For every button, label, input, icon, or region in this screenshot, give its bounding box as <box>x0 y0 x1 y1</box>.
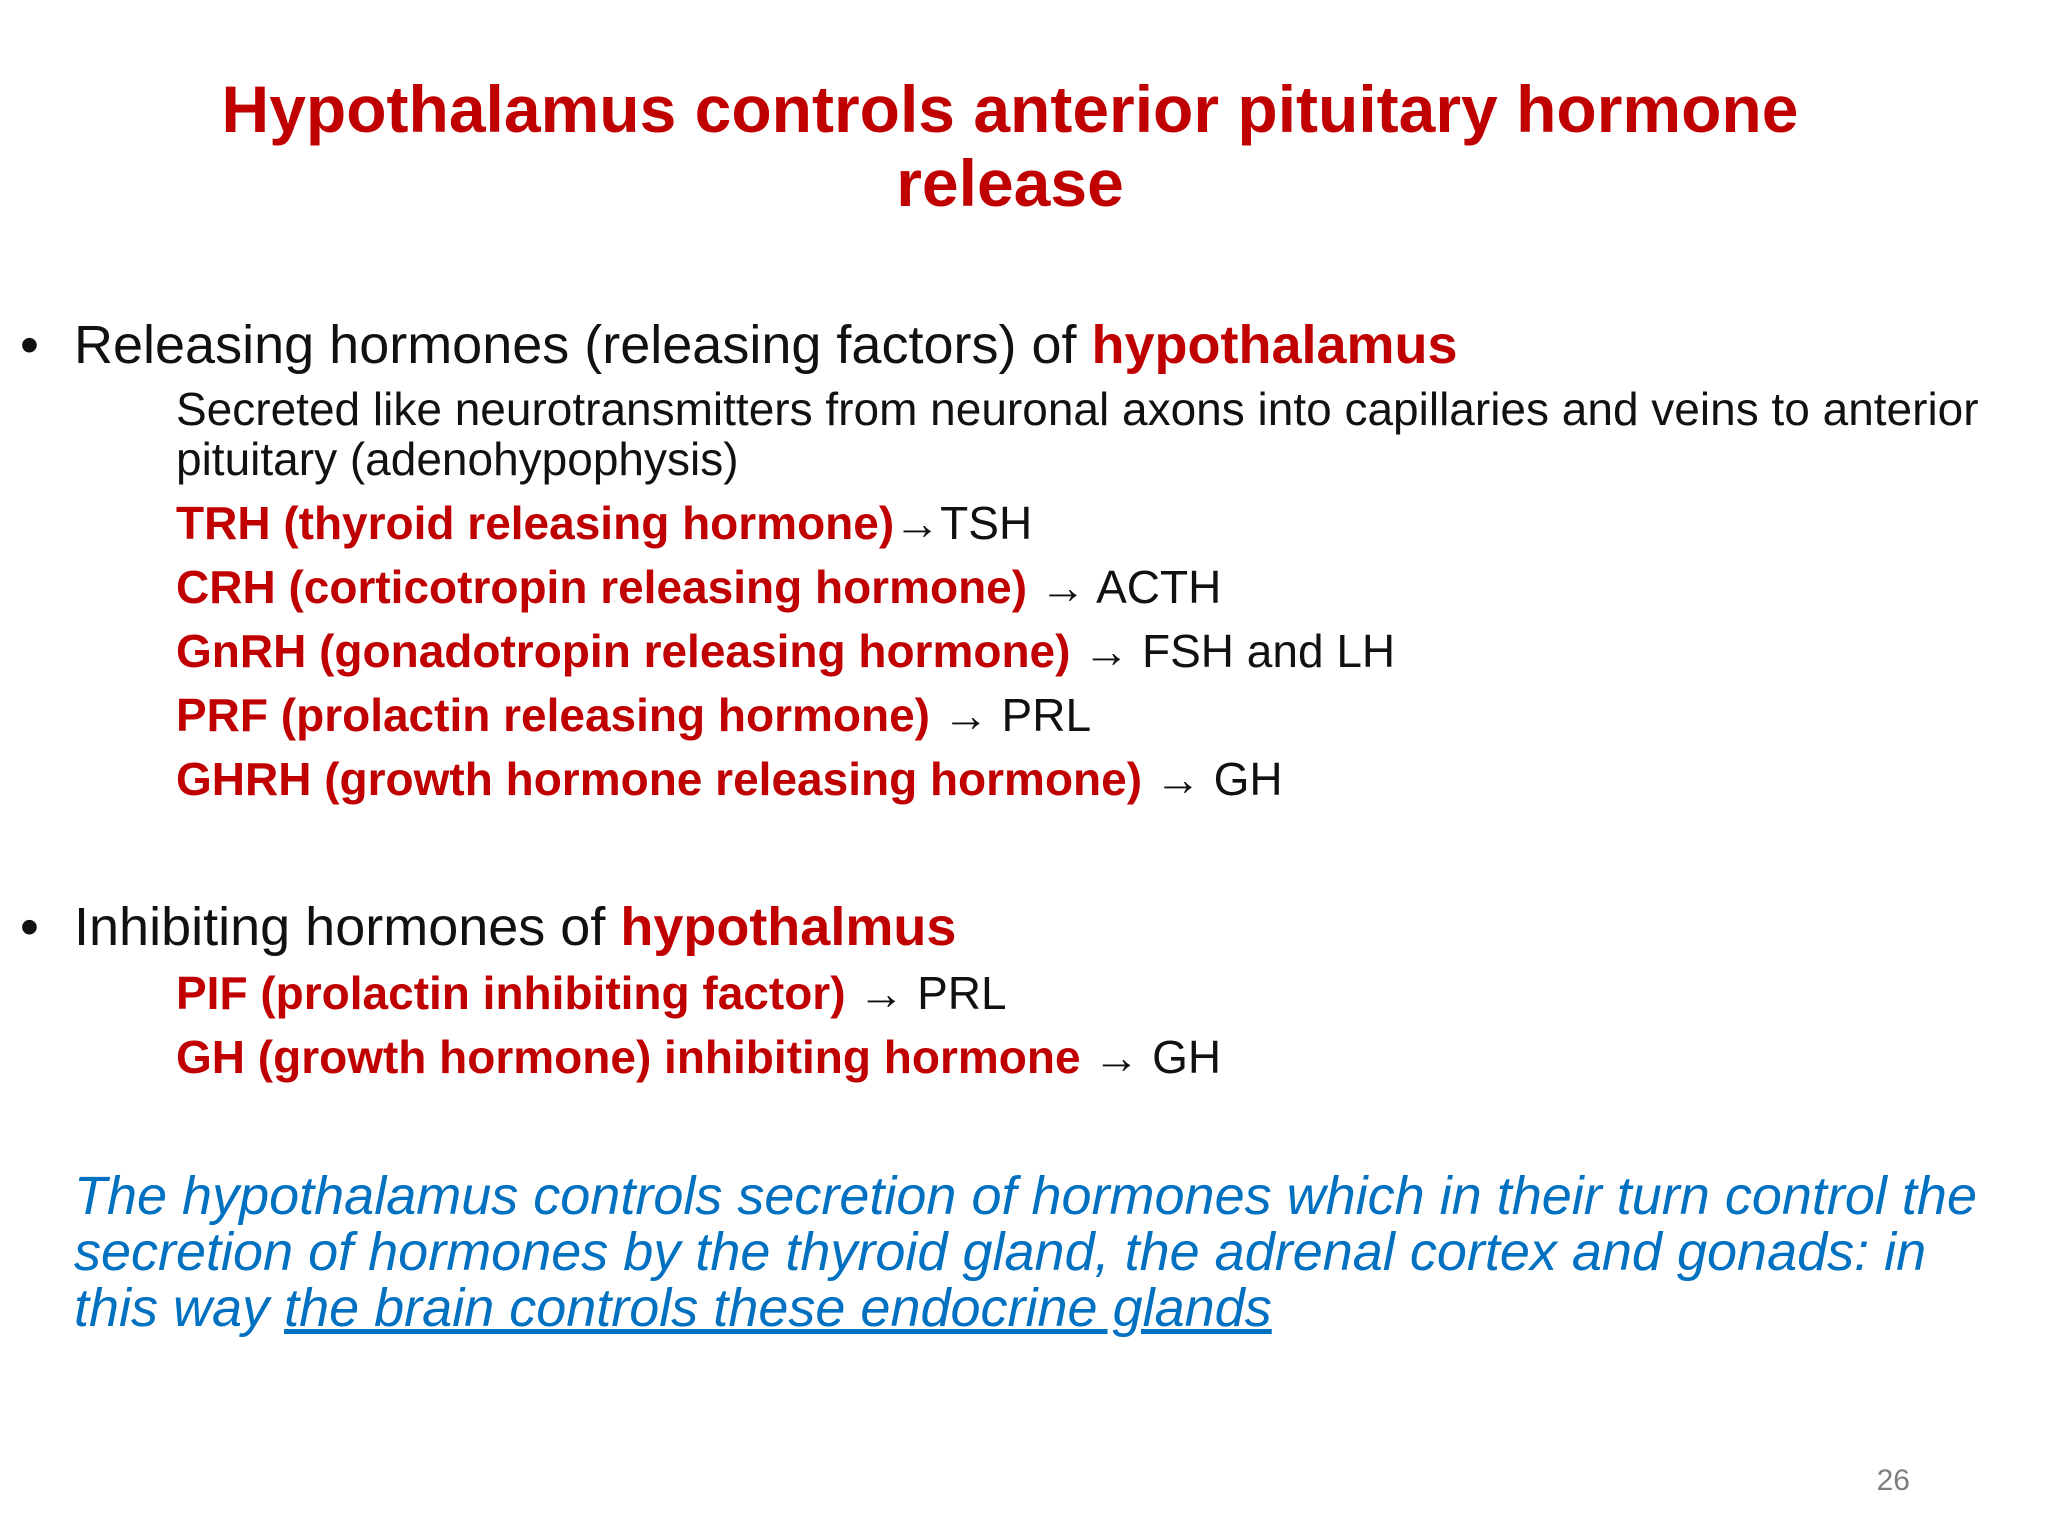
hormone-name: TRH (thyroid releasing hormone) <box>176 497 895 549</box>
bullet-dot: • <box>20 315 39 375</box>
inhibiting-emphasis: hypothalmus <box>620 897 957 957</box>
hormone-target: → PRL <box>845 967 1007 1019</box>
hormone-name: PRF (prolactin releasing hormone) <box>176 689 930 741</box>
releasing-description: Secreted like neurotransmitters from neuronal axons into capillaries and veins to anterior pituitary (adenohypophysis) <box>176 383 1979 485</box>
hormone-target: →TSH <box>894 497 1033 549</box>
hormone-target: → GH <box>1142 753 1283 805</box>
releasing-emphasis: hypothalamus <box>1091 315 1458 375</box>
hormone-item-ghrh <box>176 754 1283 804</box>
inhibiting-intro: Inhibiting hormones of <box>74 897 621 957</box>
releasing-hormones-bullet <box>20 314 1458 376</box>
page-number: 26 <box>1876 1464 1910 1497</box>
hormone-target: → ACTH <box>1027 561 1222 613</box>
hormone-name: GH (growth hormone) inhibiting hormone <box>176 1031 1081 1083</box>
hormone-item-gh-inhibiting <box>176 1032 1221 1082</box>
summary-text: The hypothalamus controls secretion of hormones which in their turn control the secretion of hormones by the thyroid gland, the adrenal cortex and gonads: in this way <box>74 1166 1977 1338</box>
hormone-item-crh <box>176 562 1221 612</box>
summary-underlined: the brain controls these endocrine glands <box>284 1278 1272 1338</box>
hormone-item-gnrh <box>176 626 1395 676</box>
bullet-dot: • <box>20 897 39 957</box>
inhibiting-hormones-bullet <box>20 896 956 958</box>
hormone-name: GnRH (gonadotropin releasing hormone) <box>176 625 1071 677</box>
hormone-target: → PRL <box>930 689 1092 741</box>
releasing-intro: Releasing hormones (releasing factors) of <box>74 315 1092 375</box>
hormone-name: CRH (corticotropin releasing hormone) <box>176 561 1028 613</box>
slide-title: Hypothalamus controls anterior pituitary hormone release <box>221 72 1799 220</box>
hormone-target: → GH <box>1080 1031 1222 1083</box>
hormone-name: PIF (prolactin inhibiting factor) <box>176 967 846 1019</box>
hormone-name: GHRH (growth hormone releasing hormone) <box>176 753 1143 805</box>
hormone-target: → FSH and LH <box>1070 625 1396 677</box>
hormone-item-pif <box>176 968 1007 1018</box>
hormone-item-trh <box>176 498 1032 548</box>
summary-paragraph <box>74 1168 2014 1336</box>
hormone-item-prf <box>176 690 1091 740</box>
